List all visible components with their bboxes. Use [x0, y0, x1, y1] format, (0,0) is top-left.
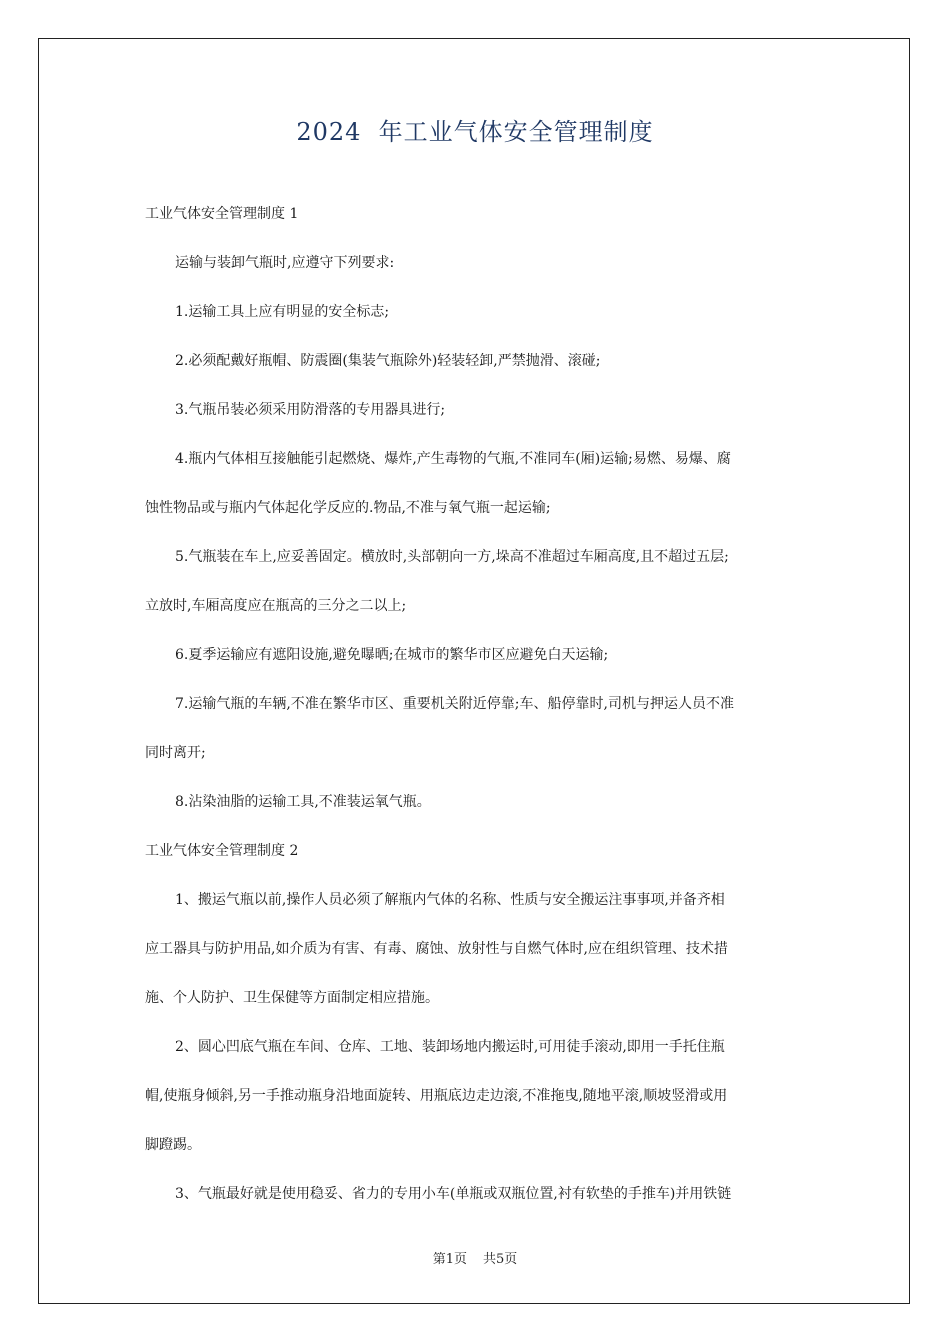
page-number: 第1页	[432, 1252, 467, 1267]
page-footer	[0, 1248, 950, 1267]
section-heading: 工业气体安全管理制度 2	[145, 843, 299, 859]
paragraph-line: 3.气瓶吊装必须采用防滑落的专用器具进行;	[175, 402, 446, 418]
paragraph-line: 蚀性物品或与瓶内气体起化学反应的.物品,不准与氧气瓶一起运输;	[145, 500, 551, 516]
paragraph-line: 3、气瓶最好就是使用稳妥、省力的专用小车(单瓶或双瓶位置,衬有软垫的手推车)并用铁链	[175, 1186, 732, 1202]
paragraph-line: 帽,使瓶身倾斜,另一手推动瓶身沿地面旋转、用瓶底边走边滚,不准拖曳,随地平滚,顺坡竖滑或用	[145, 1088, 728, 1104]
document-body	[145, 196, 810, 1225]
page-total: 共5页	[483, 1252, 518, 1267]
paragraph-line: 2、圆心凹底气瓶在车间、仓库、工地、装卸场地内搬运时,可用徒手滚动,即用一手托住瓶	[175, 1039, 725, 1055]
paragraph-line: 脚蹬踢。	[145, 1137, 201, 1153]
paragraph-line: 1.运输工具上应有明显的安全标志;	[175, 304, 390, 320]
paragraph-line: 立放时,车厢高度应在瓶高的三分之二以上;	[145, 598, 407, 614]
paragraph-line: 应工器具与防护用品,如介质为有害、有毒、腐蚀、放射性与自燃气体时,应在组织管理、技术措	[145, 941, 728, 957]
paragraph-line: 8.沾染油脂的运输工具,不准装运氧气瓶。	[175, 794, 431, 810]
paragraph-line: 同时离开;	[145, 745, 206, 761]
paragraph-line: 2.必须配戴好瓶帽、防震圈(集装气瓶除外)轻装轻卸,严禁抛滑、滚碰;	[175, 353, 601, 369]
document-title: 2024 年工业气体安全管理制度	[296, 118, 654, 146]
paragraph-line: 6.夏季运输应有遮阳设施,避免曝晒;在城市的繁华市区应避免白天运输;	[175, 647, 609, 663]
paragraph-line: 施、个人防护、卫生保健等方面制定相应措施。	[145, 990, 439, 1006]
paragraph-line: 运输与装卸气瓶时,应遵守下列要求:	[175, 255, 395, 271]
paragraph-line: 5.气瓶装在车上,应妥善固定。横放时,头部朝向一方,垛高不准超过车厢高度,且不超过五层;	[175, 549, 729, 565]
paragraph-line: 7.运输气瓶的车辆,不准在繁华市区、重要机关附近停靠;车、船停靠时,司机与押运人员不准	[175, 696, 734, 712]
paragraph-line: 4.瓶内气体相互接触能引起燃烧、爆炸,产生毒物的气瓶,不准同车(厢)运输;易燃、易爆、腐	[175, 451, 731, 467]
paragraph-line: 1、搬运气瓶以前,操作人员必须了解瓶内气体的名称、性质与安全搬运注事事项,并备齐相	[175, 892, 725, 908]
section-heading: 工业气体安全管理制度 1	[145, 206, 299, 222]
